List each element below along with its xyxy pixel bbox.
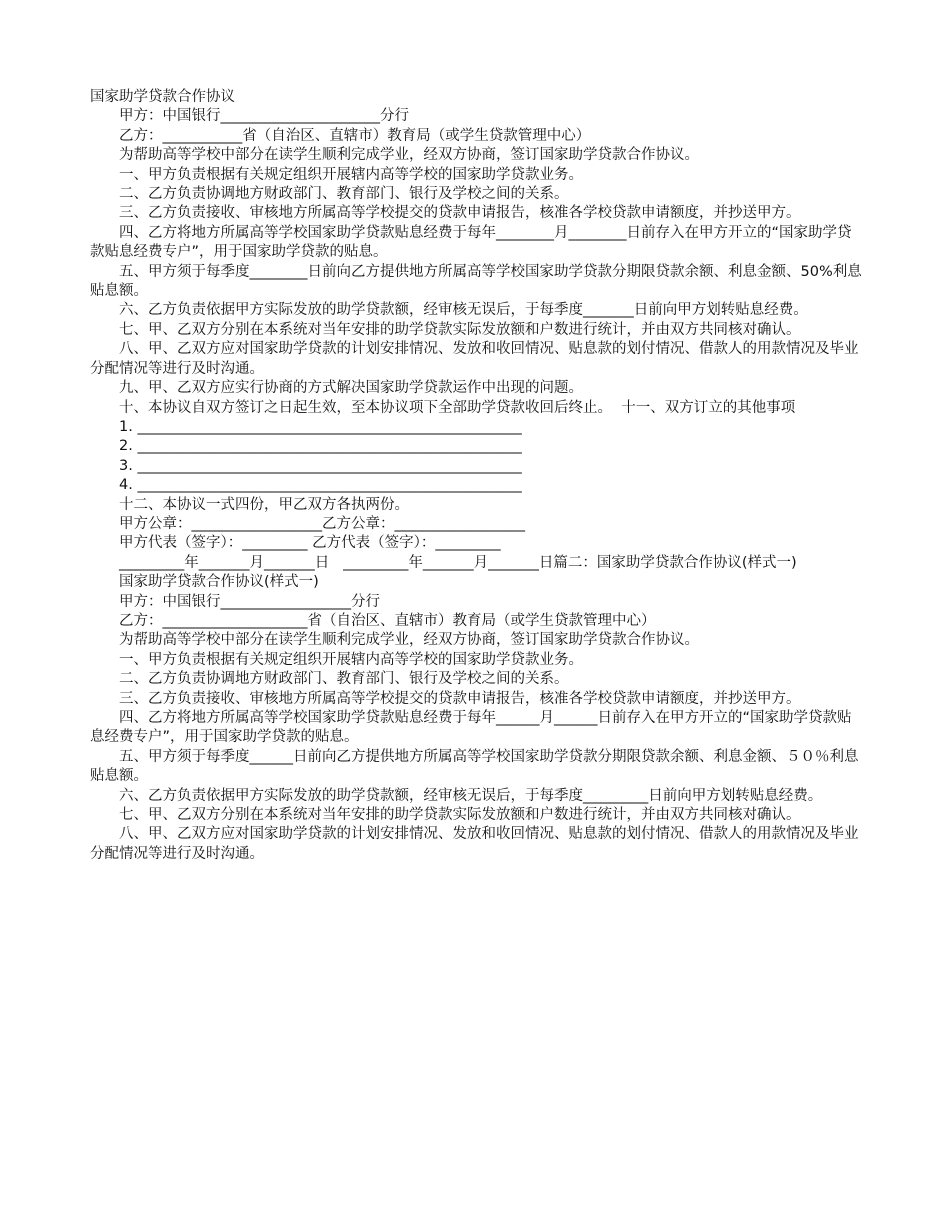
document-paragraph: 三、乙方负责接收、审核地方所属高等学校提交的贷款申请报告，核准各学校贷款申请额度，并抄送甲方。 bbox=[119, 690, 801, 707]
document-paragraph: 二、乙方负责协调地方财政部门、教育部门、银行及学校之间的关系。 bbox=[119, 671, 569, 688]
document-paragraph: 甲方：中国银行______________________分行 bbox=[119, 108, 409, 125]
document-paragraph: 十、本协议自双方签订之日起生效，至本协议项下全部助学贷款收回后终止。 十一、双方订立的其他事项 bbox=[119, 399, 796, 416]
document-paragraph: 四、乙方将地方所属高等学校国家助学贷款贴息经费于每年______月______日前存入在甲方开立的“国家助学贷款贴息经费专户”，用于国家助学贷款的贴息。 bbox=[90, 710, 852, 746]
document-paragraph: 3. _____________________________________________________ bbox=[119, 457, 522, 474]
document-paragraph: 六、乙方负责依据甲方实际发放的助学贷款额，经审核无误后，于每季度_________日前向甲方划转贴息经费。 bbox=[119, 787, 823, 804]
document-paragraph: 三、乙方负责接收、审核地方所属高等学校提交的贷款申请报告，核准各学校贷款申请额度，并抄送甲方。 bbox=[119, 205, 801, 222]
document-paragraph: 甲方代表（签字）：_________ 乙方代表（签字）：_________ bbox=[119, 535, 501, 552]
document-paragraph: 五、甲方须于每季度________日前向乙方提供地方所属高等学校国家助学贷款分期限贷款余额、利息金额、50%利息贴息额。 bbox=[90, 263, 862, 300]
document-paragraph: 二、乙方负责协调地方财政部门、教育部门、银行及学校之间的关系。 bbox=[119, 186, 569, 203]
document-paragraph: 六、乙方负责依据甲方实际发放的助学贷款额，经审核无误后，于每季度_______日前向甲方划转贴息经费。 bbox=[119, 302, 808, 319]
document-paragraph: 五、甲方须于每季度______日前向乙方提供地方所属高等学校国家助学贷款分期限贷款余额、利息金额、５０％利息贴息额。 bbox=[90, 748, 859, 785]
document-body bbox=[90, 88, 862, 864]
document-paragraph: 1. _____________________________________________________ bbox=[119, 418, 522, 435]
document-paragraph: 一、甲方负责根据有关规定组织开展辖内高等学校的国家助学贷款业务。 bbox=[119, 166, 583, 183]
document-paragraph: 甲方：中国银行__________________分行 bbox=[119, 593, 380, 610]
document-paragraph: 乙方：____________________省（自治区、直辖市）教育局（或学生贷款管理中心） bbox=[119, 612, 656, 629]
document-paragraph: 九、甲、乙双方应实行协商的方式解决国家助学贷款运作中出现的问题。 bbox=[119, 380, 583, 397]
document-title: 国家助学贷款合作协议 bbox=[90, 89, 235, 105]
document-paragraph: 八、甲、乙双方应对国家助学贷款的计划安排情况、发放和收回情况、贴息款的划付情况、借款人的用款情况及毕业分配情况等进行及时沟通。 bbox=[90, 826, 859, 862]
document-paragraph: 乙方：___________省（自治区、直辖市）教育局（或学生贷款管理中心） bbox=[119, 127, 591, 144]
document-paragraph: 七、甲、乙双方分别在本系统对当年安排的助学贷款实际发放额和户数进行统计，并由双方共同核对确认。 bbox=[119, 807, 801, 824]
document-paragraph: 十二、本协议一式四份，甲乙双方各执两份。 bbox=[119, 496, 409, 513]
document-paragraph: 国家助学贷款合作协议(样式一) bbox=[119, 574, 319, 591]
document-paragraph: 八、甲、乙双方应对国家助学贷款的计划安排情况、发放和收回情况、贴息款的划付情况、借款人的用款情况及毕业分配情况等进行及时沟通。 bbox=[90, 341, 859, 377]
document-paragraph: 为帮助高等学校中部分在读学生顺利完成学业，经双方协商，签订国家助学贷款合作协议。 bbox=[119, 632, 699, 649]
document-paragraph: _________年_______月_______日 _________年_______月_______日篇二：国家助学贷款合作协议(样式一) bbox=[119, 554, 797, 571]
document-paragraph: 为帮助高等学校中部分在读学生顺利完成学业，经双方协商，签订国家助学贷款合作协议。 bbox=[119, 147, 699, 164]
document-paragraph: 4. _____________________________________________________ bbox=[119, 477, 522, 494]
document-paragraph: 一、甲方负责根据有关规定组织开展辖内高等学校的国家助学贷款业务。 bbox=[119, 651, 583, 668]
document-paragraph: 甲方公章：__________________乙方公章：__________________ bbox=[119, 515, 525, 532]
document-paragraph: 2. _____________________________________________________ bbox=[119, 438, 522, 455]
document-paragraph: 七、甲、乙双方分别在本系统对当年安排的助学贷款实际发放额和户数进行统计，并由双方共同核对确认。 bbox=[119, 321, 801, 338]
document-paragraph: 四、乙方将地方所属高等学校国家助学贷款贴息经费于每年________月________日前存入在甲方开立的“国家助学贷款贴息经费专户”，用于国家助学贷款的贴息。 bbox=[90, 224, 852, 261]
